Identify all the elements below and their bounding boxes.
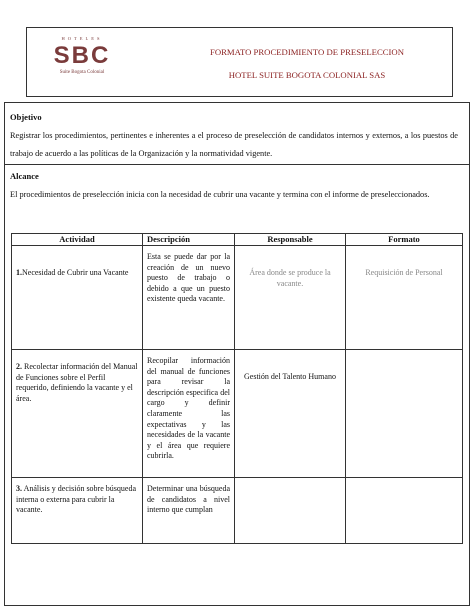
- document-title: FORMATO PROCEDIMIENTO DE PRESELECCION: [210, 47, 404, 57]
- description-cell: Determinar una búsqueda de candidatos a nivel interno que cumplan: [143, 478, 235, 544]
- responsible-cell: Área donde se produce la vacante.: [235, 246, 346, 350]
- procedure-body: [4, 102, 470, 606]
- table-header-row: [12, 234, 463, 246]
- company-name: HOTEL SUITE BOGOTA COLONIAL SAS: [228, 70, 386, 80]
- table-row: [12, 246, 463, 350]
- activity-cell: [12, 350, 143, 478]
- activity-number: 1.: [16, 268, 22, 277]
- logo-mark: SBC: [53, 42, 111, 69]
- responsible-cell: Gestión del Talento Humano: [235, 350, 346, 478]
- hotel-logo: [37, 34, 127, 92]
- header-responsable: Responsable: [235, 234, 346, 246]
- activity-number: 2.: [16, 362, 22, 371]
- format-cell: [346, 350, 463, 478]
- header-actividad: Actividad: [12, 234, 143, 246]
- activity-cell: [12, 246, 143, 350]
- activity-cell: [12, 478, 143, 544]
- header-formato: Formato: [346, 234, 463, 246]
- logo-bottom-text: Suite Bogota Colonial: [59, 70, 105, 75]
- activity-text: Necesidad de Cubrir una Vacante: [22, 268, 129, 277]
- alcance-title: Alcance: [10, 171, 39, 181]
- activity-text: Recolectar información del Manual de Funciones sobre el Perfil requerido, definiendo la vacante y el área.: [16, 362, 138, 403]
- activity-table: [11, 233, 463, 544]
- responsible-cell: [235, 478, 346, 544]
- description-cell: Esta se puede dar por la creación de un nuevo puesto de trabajo o debido a que un puesto existente queda vacante.: [143, 246, 235, 350]
- description-cell: Recopilar información del manual de funciones para revisar la descripción especifica del cargo y definir claramente las expectativas y las necesidades de la vacante y el área que requiere cubrirla.: [143, 350, 235, 478]
- format-cell: [346, 478, 463, 544]
- document-header: [26, 27, 453, 97]
- header-descripcion: Descripción: [143, 234, 235, 246]
- section-divider: [5, 164, 469, 165]
- objetivo-title: Objetivo: [10, 112, 42, 122]
- objetivo-text: Registrar los procedimientos, pertinentes e inherentes a el proceso de preselección de candidatos internos y externos, a los puestos de trabajo de acuerdo a las políticas de la Organización y la normatividad vigente.: [10, 131, 458, 158]
- table-row: [12, 350, 463, 478]
- logo-top-text: HOTELES: [61, 36, 103, 41]
- alcance-text: El procedimientos de preselección inicia con la necesidad de cubrir una vacante y termina con el informe de preseleccionados.: [10, 190, 430, 199]
- activity-number: 3.: [16, 484, 22, 493]
- activity-text: Análisis y decisión sobre búsqueda interna o externa para cubrir la vacante.: [16, 484, 136, 515]
- format-cell: Requisición de Personal: [346, 246, 463, 350]
- table-row: [12, 478, 463, 544]
